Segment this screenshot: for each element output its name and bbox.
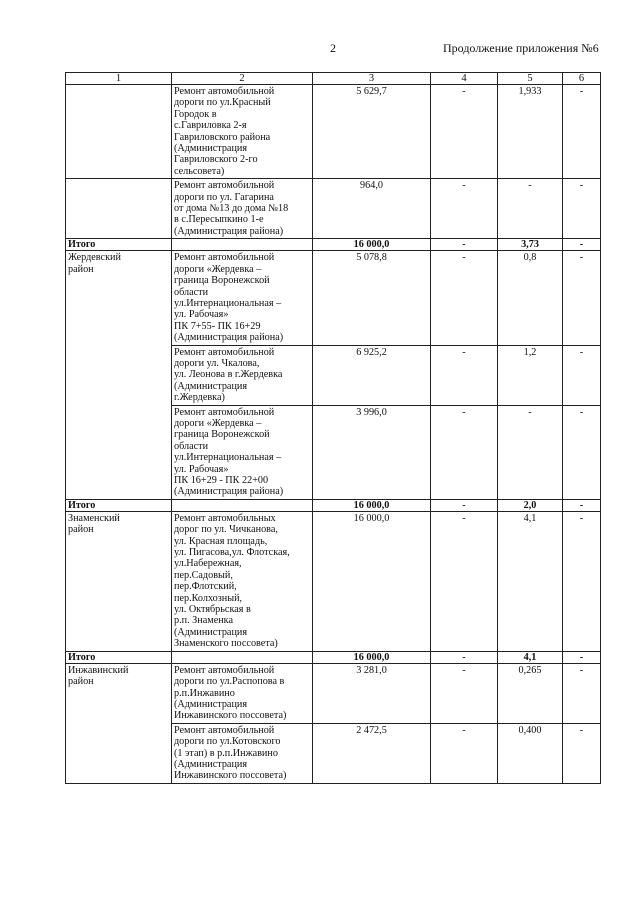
- col6-value: -: [563, 405, 601, 499]
- total-amount: 16 000,0: [313, 651, 431, 663]
- amount-value: 3 996,0: [313, 405, 431, 499]
- col4-value: -: [431, 251, 498, 345]
- object-description: Ремонт автомобильной дороги по ул.Красный Городок в с.Гавриловка 2-я Гавриловского района (Администрация Гавриловского 2-го сельсовета): [172, 85, 313, 179]
- column-header: 5: [498, 73, 563, 85]
- page-number: 2: [330, 41, 336, 55]
- total-col4: -: [431, 651, 498, 663]
- col6-value: -: [563, 663, 601, 723]
- table-row: [66, 251, 601, 345]
- district-name: Знаменский район: [66, 511, 172, 651]
- col6-value: -: [563, 723, 601, 783]
- total-label: Итого: [66, 651, 172, 663]
- object-description: Ремонт автомобильной дороги «Жердевка – граница Воронежской области ул.Интернациональная – ул. Рабочая» ПК 16+29 - ПК 22+00 (Администрация района): [172, 405, 313, 499]
- col6-value: -: [563, 85, 601, 179]
- total-row: [66, 499, 601, 511]
- continuation-caption: Продолжение приложения №6: [443, 41, 599, 55]
- amount-value: 5 629,7: [313, 85, 431, 179]
- col5-value: 4,1: [498, 511, 563, 651]
- col5-value: 0,8: [498, 251, 563, 345]
- district-name: Жердевский район: [66, 251, 172, 500]
- col5-value: 1,2: [498, 345, 563, 405]
- col4-value: -: [431, 85, 498, 179]
- col5-value: 0,265: [498, 663, 563, 723]
- total-empty: [172, 239, 313, 251]
- col4-value: -: [431, 345, 498, 405]
- amount-value: 5 078,8: [313, 251, 431, 345]
- object-description: Ремонт автомобильной дороги по ул.Распопова в р.п.Инжавино (Администрация Инжавинского поссовета): [172, 663, 313, 723]
- total-label: Итого: [66, 499, 172, 511]
- col6-value: -: [563, 511, 601, 651]
- col6-value: -: [563, 345, 601, 405]
- total-col5: 3,73: [498, 239, 563, 251]
- object-description: Ремонт автомобильной дороги по ул. Гагарина от дома №13 до дома №18 в с.Пересыпкино 1-е (Администрация района): [172, 179, 313, 239]
- column-header: 1: [66, 73, 172, 85]
- col5-value: 1,933: [498, 85, 563, 179]
- object-description: Ремонт автомобильной дороги по ул.Котовского (1 этап) в р.п.Инжавино (Администрация Инжавинского поссовета): [172, 723, 313, 783]
- col4-value: -: [431, 405, 498, 499]
- total-empty: [172, 499, 313, 511]
- total-col5: 2,0: [498, 499, 563, 511]
- total-col6: -: [563, 239, 601, 251]
- col5-value: 0,400: [498, 723, 563, 783]
- amount-value: 16 000,0: [313, 511, 431, 651]
- district-name: Инжавинский район: [66, 663, 172, 783]
- column-header: 2: [172, 73, 313, 85]
- total-empty: [172, 651, 313, 663]
- table-row: [66, 179, 601, 239]
- col6-value: -: [563, 251, 601, 345]
- table-row: [66, 663, 601, 723]
- table-row: [66, 85, 601, 179]
- object-description: Ремонт автомобильных дорог по ул. Чичканова, ул. Красная площадь, ул. Пигасова,ул. Флотская, ул.Набережная, пер.Садовый, пер.Флотский, пер.Колхозный, ул. Октябрьская в р.п. Знаменка (Администрация Знаменского поссовета): [172, 511, 313, 651]
- col6-value: -: [563, 179, 601, 239]
- object-description: Ремонт автомобильной дороги ул. Чкалова, ул. Леонова в г.Жердевка (Администрация г.Жердевка): [172, 345, 313, 405]
- col5-value: -: [498, 405, 563, 499]
- col4-value: -: [431, 723, 498, 783]
- total-label: Итого: [66, 239, 172, 251]
- col4-value: -: [431, 179, 498, 239]
- col5-value: -: [498, 179, 563, 239]
- total-col5: 4,1: [498, 651, 563, 663]
- district-empty: [66, 179, 172, 239]
- column-number-row: [66, 73, 601, 85]
- amount-value: 3 281,0: [313, 663, 431, 723]
- total-col4: -: [431, 499, 498, 511]
- total-col4: -: [431, 239, 498, 251]
- data-table: [65, 72, 601, 784]
- total-col6: -: [563, 651, 601, 663]
- column-header: 6: [563, 73, 601, 85]
- table-row: [66, 511, 601, 651]
- amount-value: 964,0: [313, 179, 431, 239]
- column-header: 4: [431, 73, 498, 85]
- total-amount: 16 000,0: [313, 499, 431, 511]
- amount-value: 2 472,5: [313, 723, 431, 783]
- amount-value: 6 925,2: [313, 345, 431, 405]
- total-amount: 16 000,0: [313, 239, 431, 251]
- total-row: [66, 651, 601, 663]
- district-empty: [66, 85, 172, 179]
- total-col6: -: [563, 499, 601, 511]
- object-description: Ремонт автомобильной дороги «Жердевка – граница Воронежской области ул.Интернациональная – ул. Рабочая» ПК 7+55- ПК 16+29 (Администрация района): [172, 251, 313, 345]
- total-row: [66, 239, 601, 251]
- col4-value: -: [431, 511, 498, 651]
- column-header: 3: [313, 73, 431, 85]
- col4-value: -: [431, 663, 498, 723]
